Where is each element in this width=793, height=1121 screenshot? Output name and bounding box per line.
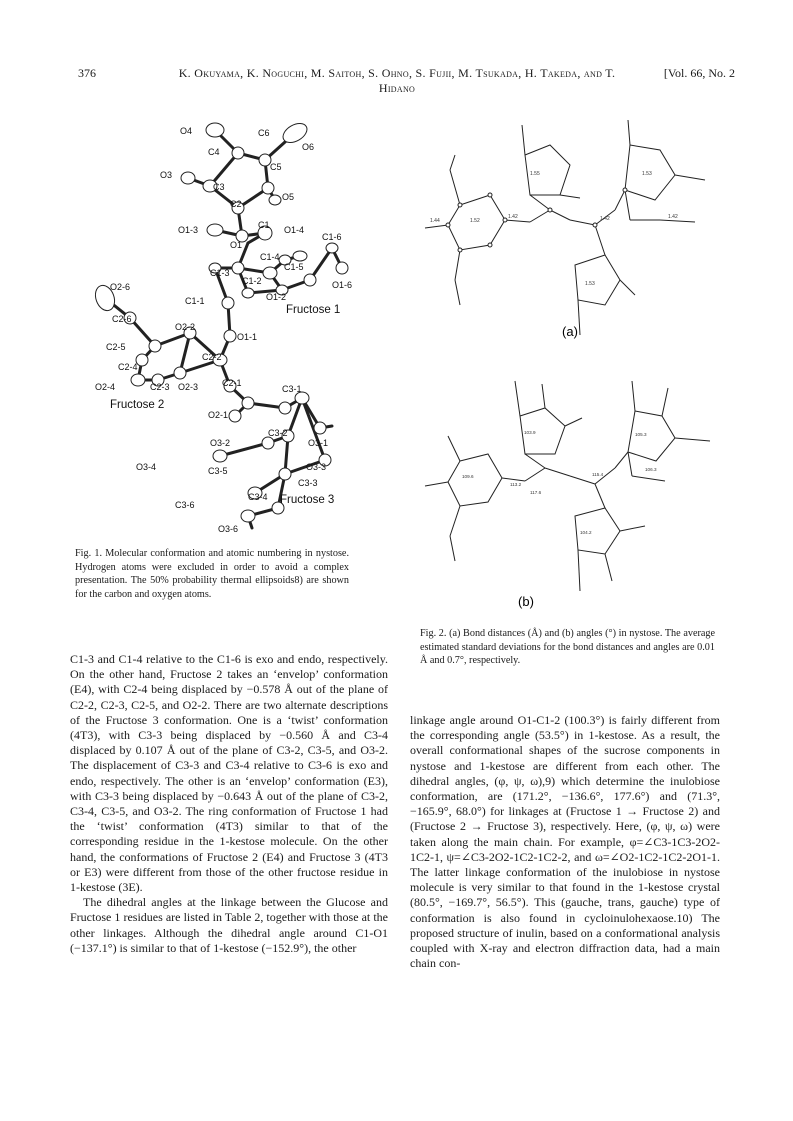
label-c2-3: C2-3 bbox=[150, 382, 170, 392]
label-c1-1: C1-1 bbox=[185, 296, 205, 306]
left-paragraph-2: The dihedral angles at the linkage between the Glucose and Fructose 1 residues are listed in Table 2, together with those at the other linkages. Although the dihedral angle around C1-O1 (−137.1°) is similar to that of 1-kestose (−152.9°), the other bbox=[70, 895, 388, 955]
label-c2-5: C2-5 bbox=[106, 342, 126, 352]
label-o2-4: O2-4 bbox=[95, 382, 116, 392]
label-c4: C4 bbox=[208, 147, 220, 157]
label-fructose-3: Fructose 3 bbox=[280, 494, 335, 506]
volume-issue: [Vol. 66, No. 2 bbox=[663, 66, 735, 80]
label-c3: C3 bbox=[213, 182, 225, 192]
label-o2-6: O2-6 bbox=[110, 282, 131, 292]
label-c2: C2 bbox=[230, 199, 242, 209]
svg-text:1.42: 1.42 bbox=[668, 214, 678, 220]
label-o1-4: O1-4 bbox=[284, 225, 305, 235]
svg-text:106.3: 106.3 bbox=[645, 467, 657, 472]
figure-1-caption bbox=[75, 547, 349, 601]
svg-text:1.44: 1.44 bbox=[430, 218, 440, 224]
svg-text:113.2: 113.2 bbox=[510, 482, 522, 487]
figure-2-caption-text: (a) Bond distances (Å) and (b) angles (°) in nystose. The average estimated standard deviations for the bond distances and angles are 0.01 Å and 0.7°, respectively. bbox=[420, 628, 715, 666]
svg-text:103.9: 103.9 bbox=[524, 430, 536, 435]
label-c1-5: C1-5 bbox=[284, 262, 304, 272]
label-o1: O1 bbox=[230, 240, 243, 250]
left-paragraph-1: C1-3 and C1-4 relative to the C1-6 is exo and endo, respectively. On the other hand, Fructose 2 takes an ‘envelop’ conformation (E4), with C2-4 being displaced by −0.578 Å out of the plane of C2-2, C2-3, C2-5, and O2-2. There are two alternate descriptions of the Fructose 3 conformation. One is a ‘twist’ conformation (4T3), with C3-3 being displaced by −0.560 Å and C3-4 displaced by 0.107 Å out of the plane of C3-2, C3-5, and O3-2. The displacement of C3-3 and C3-4 relative to C3-6 is exo and endo, respectively. The other is an ‘envelop’ conformation (E3), with C3-3 being displaced by −0.643 Å out of the plane of C3-2, C3-4, C3-5, and O3-2. The ring conformation of Fructose 1 had the ‘twist’ conformation (4T3) similar to that of the corresponding residue in the 1-kestose molecule. On the other hand, the conformations of Fructose 2 (E4) and Fructose 3 (4T3 or E3) were different from those of the other fructose residue in 1-kestose (3E). bbox=[70, 652, 388, 895]
label-o2-1: O2-1 bbox=[208, 410, 229, 420]
label-o3: O3 bbox=[160, 170, 173, 180]
svg-text:1.52: 1.52 bbox=[470, 218, 480, 224]
svg-text:117.6: 117.6 bbox=[530, 490, 542, 495]
label-c3-5: C3-5 bbox=[208, 466, 228, 476]
label-o3-1: O3-1 bbox=[308, 438, 329, 448]
label-c1: C1 bbox=[258, 220, 270, 230]
label-fructose-1: Fructose 1 bbox=[286, 304, 341, 316]
label-c3-1: C3-1 bbox=[282, 384, 302, 394]
body-left-column bbox=[70, 652, 388, 956]
label-o6: O6 bbox=[302, 142, 315, 152]
label-o2-3: O2-3 bbox=[178, 382, 199, 392]
label-fructose-2: Fructose 2 bbox=[110, 399, 165, 411]
label-o1-3: O1-3 bbox=[178, 225, 199, 235]
svg-text:1.53: 1.53 bbox=[585, 281, 595, 287]
svg-text:104.2: 104.2 bbox=[580, 530, 592, 535]
label-c5: C5 bbox=[270, 162, 282, 172]
svg-text:1.55: 1.55 bbox=[530, 171, 540, 177]
svg-text:1.53: 1.53 bbox=[642, 171, 652, 177]
figure-1-molecular-conformation bbox=[70, 108, 360, 538]
label-c1-4: C1-4 bbox=[260, 252, 280, 262]
label-o1-1: O1-1 bbox=[237, 332, 258, 342]
label-o4: O4 bbox=[180, 126, 193, 136]
label-o3-3: O3-3 bbox=[306, 462, 327, 472]
body-right-column bbox=[410, 713, 720, 971]
figure-2-caption bbox=[420, 627, 715, 668]
figure-2b-bond-angles bbox=[420, 376, 720, 616]
svg-text:105.3: 105.3 bbox=[635, 432, 647, 437]
figure-2-caption-label: Fig. 2. bbox=[420, 628, 447, 639]
label-o2-2: O2-2 bbox=[175, 322, 196, 332]
label-c2-1: C2-1 bbox=[222, 378, 242, 388]
running-header-authors: K. Okuyama, K. Noguchi, M. Saitoh, S. Ohno, S. Fujii, M. Tsukada, H. Takeda, and T. Hidano bbox=[178, 66, 616, 95]
svg-text:109.6: 109.6 bbox=[462, 474, 474, 479]
label-o1-2: O1-2 bbox=[266, 292, 287, 302]
label-o5: O5 bbox=[282, 192, 295, 202]
label-c3-4: C3-4 bbox=[248, 492, 268, 502]
page-number: 376 bbox=[78, 66, 96, 80]
label-o1-6: O1-6 bbox=[332, 280, 353, 290]
svg-text:115.4: 115.4 bbox=[592, 472, 604, 477]
svg-text:1.42: 1.42 bbox=[600, 216, 610, 222]
label-o3-2: O3-2 bbox=[210, 438, 231, 448]
label-c1-6: C1-6 bbox=[322, 232, 342, 242]
svg-text:1.42: 1.42 bbox=[508, 214, 518, 220]
label-o3-4: O3-4 bbox=[136, 462, 157, 472]
label-c3-6: C3-6 bbox=[175, 500, 195, 510]
label-c2-6: C2-6 bbox=[112, 314, 132, 324]
figure-2a-bond-distances bbox=[420, 110, 720, 350]
label-c3-2: C3-2 bbox=[268, 428, 288, 438]
label-c1-2: C1-2 bbox=[242, 276, 262, 286]
figure-2a-panel-label: (a) bbox=[562, 324, 578, 339]
label-c2-2: C2-2 bbox=[202, 352, 222, 362]
figure-1-caption-text: Molecular conformation and atomic numbering in nystose. Hydrogen atoms were excluded in order to avoid a complex presentation. The 50% probability thermal ellipsoids8) are shown for the carbon and oxygen atoms. bbox=[75, 548, 349, 600]
label-c3-3: C3-3 bbox=[298, 478, 318, 488]
figure-1-caption-label: Fig. 1. bbox=[75, 548, 103, 559]
label-c6: C6 bbox=[258, 128, 270, 138]
label-c1-3: C1-3 bbox=[210, 268, 230, 278]
label-o3-6: O3-6 bbox=[218, 524, 239, 534]
label-c2-4: C2-4 bbox=[118, 362, 138, 372]
right-paragraph-1: linkage angle around O1-C1-2 (100.3°) is fairly different from the corresponding angle (53.5°) in 1-kestose. As a result, the overall conformational shapes of the sucrose components in nystose and 1-kestose are different from each other. The dihedral angles, (φ, ψ, ω),9) which determine the inulobiose conformation, are (171.2°, −136.6°, 177.6°) and (71.3°, −165.9°, 68.0°) for linkages at (Fructose 1 → Fructose 2) and (Fructose 2 → Fructose 3), respectively. Here, (φ, ψ, ω) were taken along the main chain. For example, φ=∠C3-1C3-2O2-1C2-1, ψ=∠C3-2O2-1C2-1C2-2, and ω=∠O2-1C2-1C2-2O1-1. The latter linkage conformation of the inulobiose in nystose molecule is very similar to that found in the 1-kestose crystal (80.5°, −169.7°, 56.5°). This (gauche, trans, gauche) type of conformation is also found in cycloinulohexaose.10) The proposed structure of inulin, based on a conformational analysis coupled with X-ray and electron diffraction data, had a main chain con- bbox=[410, 713, 720, 971]
figure-2b-panel-label: (b) bbox=[518, 594, 534, 609]
